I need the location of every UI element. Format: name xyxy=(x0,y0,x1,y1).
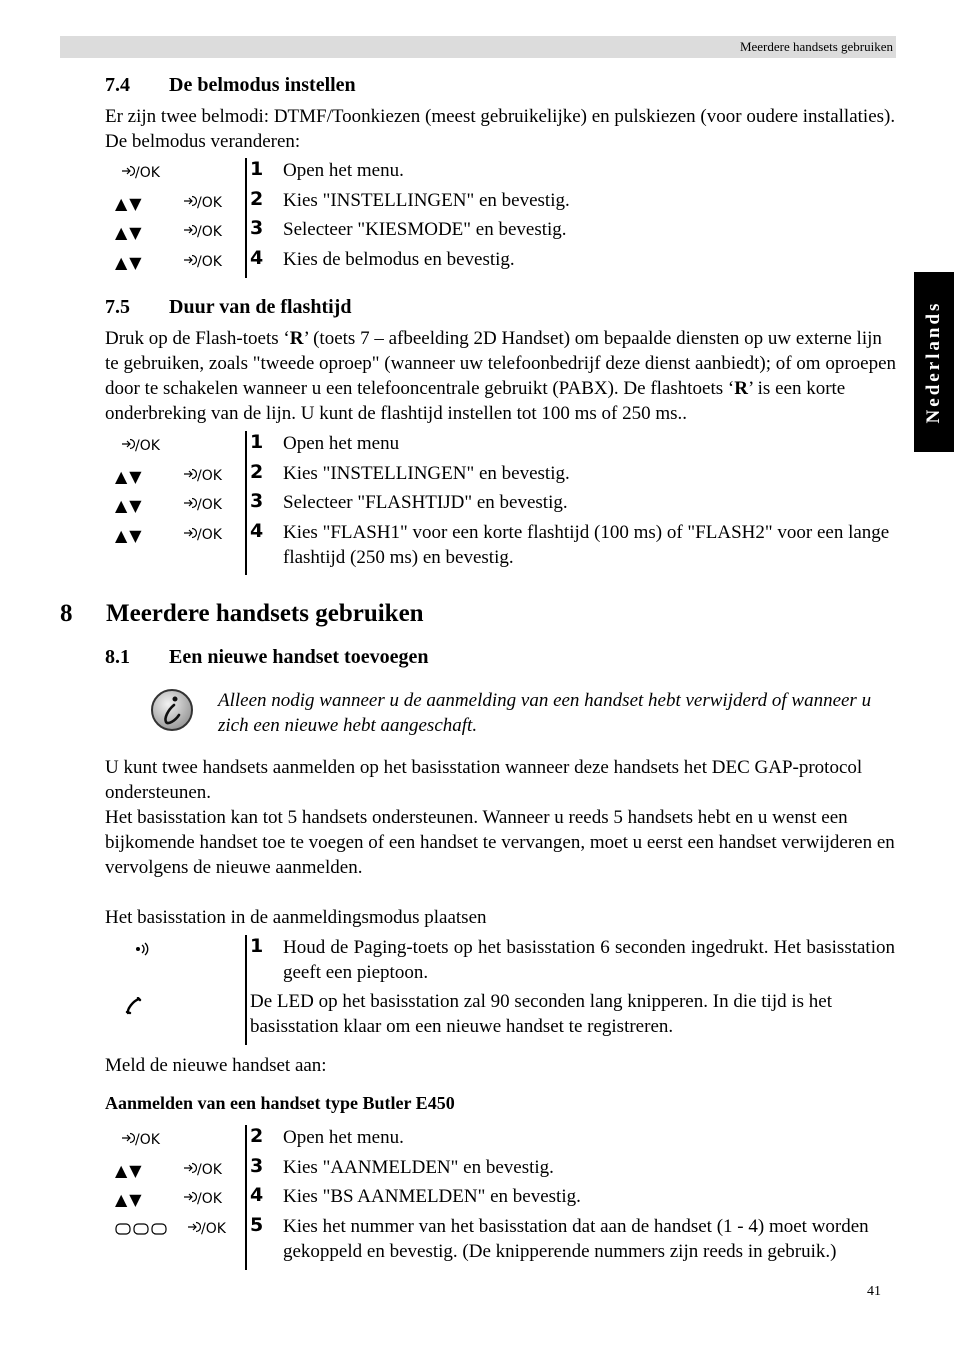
step-divider xyxy=(245,431,247,575)
section-title: De belmodus instellen xyxy=(169,74,356,96)
step-text: Open het menu. xyxy=(283,1127,404,1148)
ok-key-icon: /OK xyxy=(121,437,160,455)
step-number: 5 xyxy=(250,1214,264,1236)
arrow-keys-icon: ▲▼ xyxy=(115,467,144,486)
step-text: Kies "INSTELLINGEN" en bevestig. xyxy=(283,463,570,484)
ok-key-icon: /OK xyxy=(183,526,222,544)
step-text: Open het menu. xyxy=(283,160,404,181)
step-text: Selecteer "KIESMODE" en bevestig. xyxy=(283,219,567,240)
arrow-keys-icon: ▲▼ xyxy=(115,496,144,515)
paragraph: U kunt twee handsets aanmelden op het basisstation wanneer deze handsets het DEC GAP-protocol ondersteunen. xyxy=(105,757,863,803)
paragraph: Het basisstation kan tot 5 handsets ondersteunen. Wanneer u reeds 5 handsets hebt en u wenst een bijkomende handset toe te voegen of een handset te vervangen, moet u eerst een handset verwijderen en vervolgens de nieuwe aanmelden. xyxy=(105,807,895,878)
subheading: Aanmelden van een handset type Butler E450 xyxy=(105,1093,455,1113)
paragraph: Meld de nieuwe handset aan: xyxy=(105,1055,327,1076)
step-divider xyxy=(245,158,247,278)
step-text: Kies "AANMELDEN" en bevestig. xyxy=(283,1157,554,1178)
step-text: Kies het nummer van het basisstation dat aan de handset (1 - 4) moet worden gekoppeld en bevestig. (De knipperende nummers zijn reeds in gebruik.) xyxy=(283,1216,869,1262)
step-number: 2 xyxy=(250,188,264,210)
chapter-number: 8 xyxy=(60,600,73,627)
section-title: Een nieuwe handset toevoegen xyxy=(169,646,429,668)
ok-key-icon: /OK xyxy=(183,223,222,241)
paragraph: Het basisstation in de aanmeldingsmodus plaatsen xyxy=(105,907,487,928)
arrow-keys-icon: ▲▼ xyxy=(115,194,144,213)
steps-base-station xyxy=(105,935,897,1045)
language-tab-label: Nederlands xyxy=(923,300,944,424)
info-note-icon xyxy=(150,688,194,732)
section-7-5-intro: Druk op de Flash-toets ‘R’ (toets 7 – afbeelding 2D Handset) om bepaalde diensten op uw externe lijn te gebruiken, zoals "tweede oproep" (wanneer uw telefoonbedrijf deze dienst aanbiedt); of om oproepen door te schakelen wanneer u een telefooncentrale gebruikt (PABX). De flashtoets ‘R’ is een korte onderbreking van de lijn. U kunt de flashtijd instellen tot 100 ms of 250 ms.. xyxy=(105,328,897,424)
step-number: 4 xyxy=(250,247,264,269)
chapter-title: Meerdere handsets gebruiken xyxy=(106,600,424,627)
step-number: 1 xyxy=(250,431,264,453)
step-divider xyxy=(245,1125,247,1270)
section-number: 7.4 xyxy=(105,74,130,96)
step-number: 4 xyxy=(250,520,264,542)
step-number: 3 xyxy=(250,1155,264,1177)
arrow-keys-icon: ▲▼ xyxy=(115,223,144,242)
step-text: Selecteer "FLASHTIJD" en bevestig. xyxy=(283,492,568,513)
step-text: Open het menu xyxy=(283,433,400,454)
section-number: 8.1 xyxy=(105,646,130,668)
step-text: Kies "INSTELLINGEN" en bevestig. xyxy=(283,190,570,211)
steps-register xyxy=(105,1125,897,1270)
paging-key-icon xyxy=(133,940,151,961)
arrow-keys-icon: ▲▼ xyxy=(115,1190,144,1209)
step-number: 2 xyxy=(250,461,264,483)
step-number: 1 xyxy=(250,935,264,957)
section-7-4-intro: Er zijn twee belmodi: DTMF/Toonkiezen (meest gebruikelijke) en pulskiezen (voor oudere installaties). De belmodus veranderen: xyxy=(105,106,896,152)
step-text: Kies de belmodus en bevestig. xyxy=(283,249,515,270)
section-title: Duur van de flashtijd xyxy=(169,296,352,318)
ok-key-icon: /OK xyxy=(121,164,160,182)
ok-key-icon: /OK xyxy=(183,1161,222,1179)
step-text: Kies "BS AANMELDEN" en bevestig. xyxy=(283,1186,581,1207)
arrow-keys-icon: ▲▼ xyxy=(115,253,144,272)
steps-7-4 xyxy=(105,158,897,278)
step-number: 4 xyxy=(250,1184,264,1206)
ok-key-icon: /OK xyxy=(183,467,222,485)
ok-key-icon: /OK xyxy=(183,496,222,514)
step-number: 3 xyxy=(250,217,264,239)
ok-key-icon: /OK xyxy=(183,253,222,271)
step-text: Houd de Paging-toets op het basisstation 6 seconden ingedrukt. Het basisstation geeft een pieptoon. xyxy=(283,937,895,983)
page-number: 41 xyxy=(867,1284,881,1299)
step-number: 1 xyxy=(250,158,264,180)
running-header xyxy=(60,36,896,58)
ok-key-icon: /OK xyxy=(187,1220,226,1238)
note-text: Alleen nodig wanneer u de aanmelding van een handset hebt verwijderd of wanneer u zich een nieuwe hebt aangeschaft. xyxy=(218,690,872,736)
number-keys-icon xyxy=(115,1222,167,1240)
arrow-keys-icon: ▲▼ xyxy=(115,526,144,545)
ok-key-icon: /OK xyxy=(183,1190,222,1208)
section-number: 7.5 xyxy=(105,296,130,318)
running-title: Meerdere handsets gebruiken xyxy=(739,39,893,54)
step-number: 3 xyxy=(250,490,264,512)
led-info-text: De LED op het basisstation zal 90 seconden lang knipperen. In die tijd is het basisstation klaar om een nieuwe handset te registreren. xyxy=(250,991,832,1037)
ok-key-icon: /OK xyxy=(121,1131,160,1149)
arrow-keys-icon: ▲▼ xyxy=(115,1161,144,1180)
step-text: Kies "FLASH1" voor een korte flashtijd (100 ms) of "FLASH2" voor een lange flashtijd (250 ms) en bevestig. xyxy=(283,522,890,568)
language-tab xyxy=(914,272,954,452)
phone-icon xyxy=(125,997,143,1020)
steps-7-5 xyxy=(105,431,897,575)
ok-key-icon: /OK xyxy=(183,194,222,212)
step-divider xyxy=(245,935,247,1045)
step-number: 2 xyxy=(250,1125,264,1147)
